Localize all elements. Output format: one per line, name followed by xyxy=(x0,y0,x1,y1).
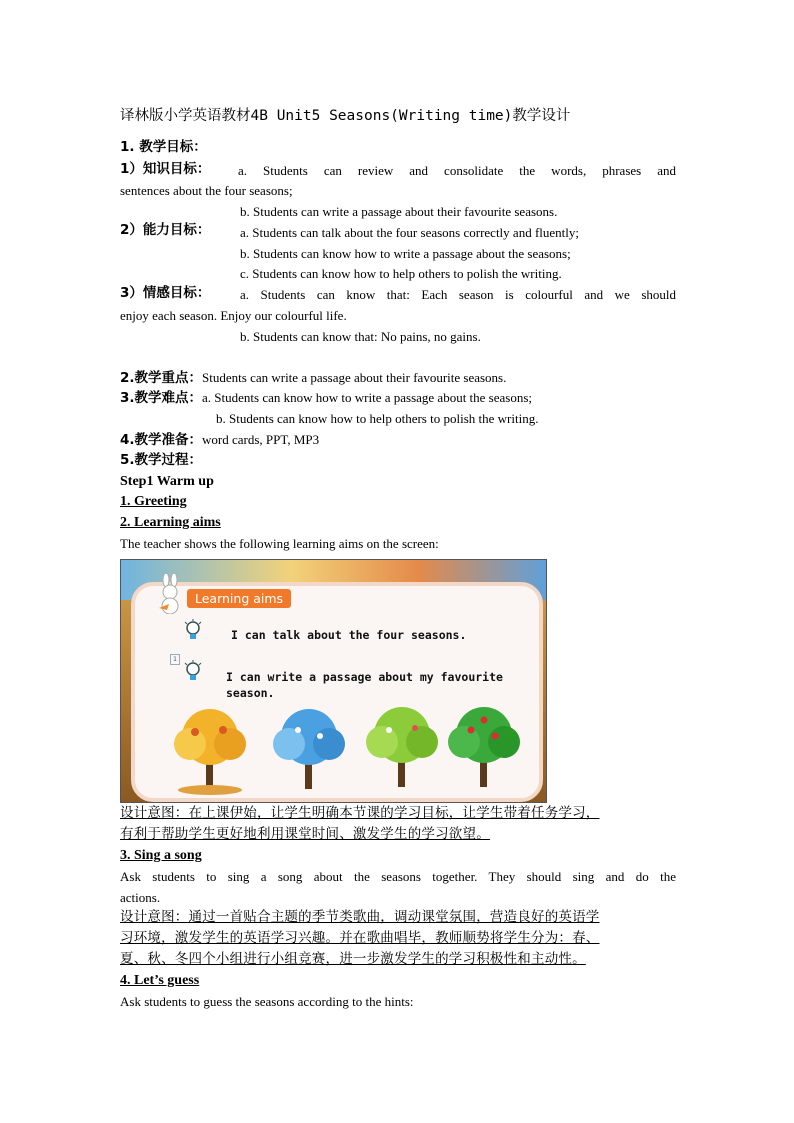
lightbulb-icon xyxy=(183,619,203,643)
guess-instruction: Ask students to guess the seasons according to the hints: xyxy=(120,994,414,1009)
ability-c: c. Students can know how to help others to polish the writing. xyxy=(240,266,562,281)
summer-tree-icon xyxy=(439,700,529,795)
design-intent-2-line2: 习环境，激发学生的英语学习兴趣。并在歌曲唱毕，教师顺势将学生分为：春、 xyxy=(120,930,600,946)
design-intent-1-line2: 有利于帮助学生更好地利用课堂时间、激发学生的学习欲望。 xyxy=(120,826,490,842)
greeting-item: 1. Greeting xyxy=(120,494,187,509)
design-intent-2-line3: 夏、秋、冬四个小组进行小组竞赛，进一步激发学生的学习积极性和主动性。 xyxy=(120,951,586,967)
slide-number-box: 1 xyxy=(170,654,180,665)
aim-1-text: I can talk about the four seasons. xyxy=(231,628,467,642)
difficulty-a: a. Students can know how to write a passage about the seasons; xyxy=(202,390,533,405)
knowledge-a-line1: a. Students can review and consolidate the words, phrases and xyxy=(238,163,676,178)
aim-2-text-line1: I can write a passage about my favourite xyxy=(226,670,503,684)
emotion-label: 3）情感目标： xyxy=(120,285,211,301)
ability-a: a. Students can talk about the four seasons correctly and fluently; xyxy=(240,225,579,240)
spring-tree-icon xyxy=(357,700,447,795)
knowledge-b: b. Students can write a passage about their favourite seasons. xyxy=(240,204,558,219)
preparation-label: 4.教学准备： xyxy=(120,432,203,448)
song-instruction-line2: actions. xyxy=(120,890,161,905)
key-point xyxy=(120,370,506,386)
aim-2-text-line2: season. xyxy=(226,686,275,700)
learning-aims-slide xyxy=(120,559,547,803)
key-point-text: Students can write a passage about their favourite seasons. xyxy=(202,370,507,385)
difficulty-label: 3.教学难点： xyxy=(120,390,203,406)
autumn-tree-icon xyxy=(165,702,255,797)
knowledge-label: 1）知识目标： xyxy=(120,161,211,177)
song-instruction-line1: Ask students to sing a song about the seasons together. They should sing and do the xyxy=(120,869,676,884)
lightbulb-icon xyxy=(183,660,203,684)
design-intent-2-line1: 设计意图：通过一首贴合主题的季节类歌曲，调动课堂氛围，营造良好的英语学 xyxy=(120,909,600,925)
ability-label: 2）能力目标： xyxy=(120,222,211,238)
preparation-text: word cards, PPT, MP3 xyxy=(202,432,320,447)
learning-aims-item: 2. Learning aims xyxy=(120,515,221,530)
winter-tree-icon xyxy=(264,702,354,797)
preparation xyxy=(120,432,319,448)
emotion-a-line1: a. Students can know that: Each season is colourful and we should xyxy=(240,287,676,302)
design-intent-1-line1: 设计意图：在上课伊始，让学生明确本节课的学习目标，让学生带着任务学习， xyxy=(120,805,600,821)
bunny-icon xyxy=(157,574,183,614)
aims-intro: The teacher shows the following learning aims on the screen: xyxy=(120,536,439,551)
emotion-a-line2: enjoy each season. Enjoy our colourful life. xyxy=(120,308,347,323)
step1-heading: Step1 Warm up xyxy=(120,474,214,489)
learning-aims-badge: Learning aims xyxy=(187,589,291,608)
difficulty xyxy=(120,390,532,406)
difficulty-b: b. Students can know how to help others to polish the writing. xyxy=(216,411,539,426)
knowledge-a-line2: sentences about the four seasons; xyxy=(120,183,293,198)
emotion-b: b. Students can know that: No pains, no gains. xyxy=(240,329,481,344)
objectives-heading: 1. 教学目标： xyxy=(120,139,207,155)
ability-b: b. Students can know how to write a passage about the seasons; xyxy=(240,246,571,261)
sing-a-song-item: 3. Sing a song xyxy=(120,848,202,863)
lets-guess-item: 4. Let’s guess xyxy=(120,973,200,988)
process-label: 5.教学过程： xyxy=(120,452,203,468)
page-title: 译林版小学英语教材4B Unit5 Seasons(Writing time)教学设计 xyxy=(120,108,571,124)
key-point-label: 2.教学重点： xyxy=(120,370,203,386)
